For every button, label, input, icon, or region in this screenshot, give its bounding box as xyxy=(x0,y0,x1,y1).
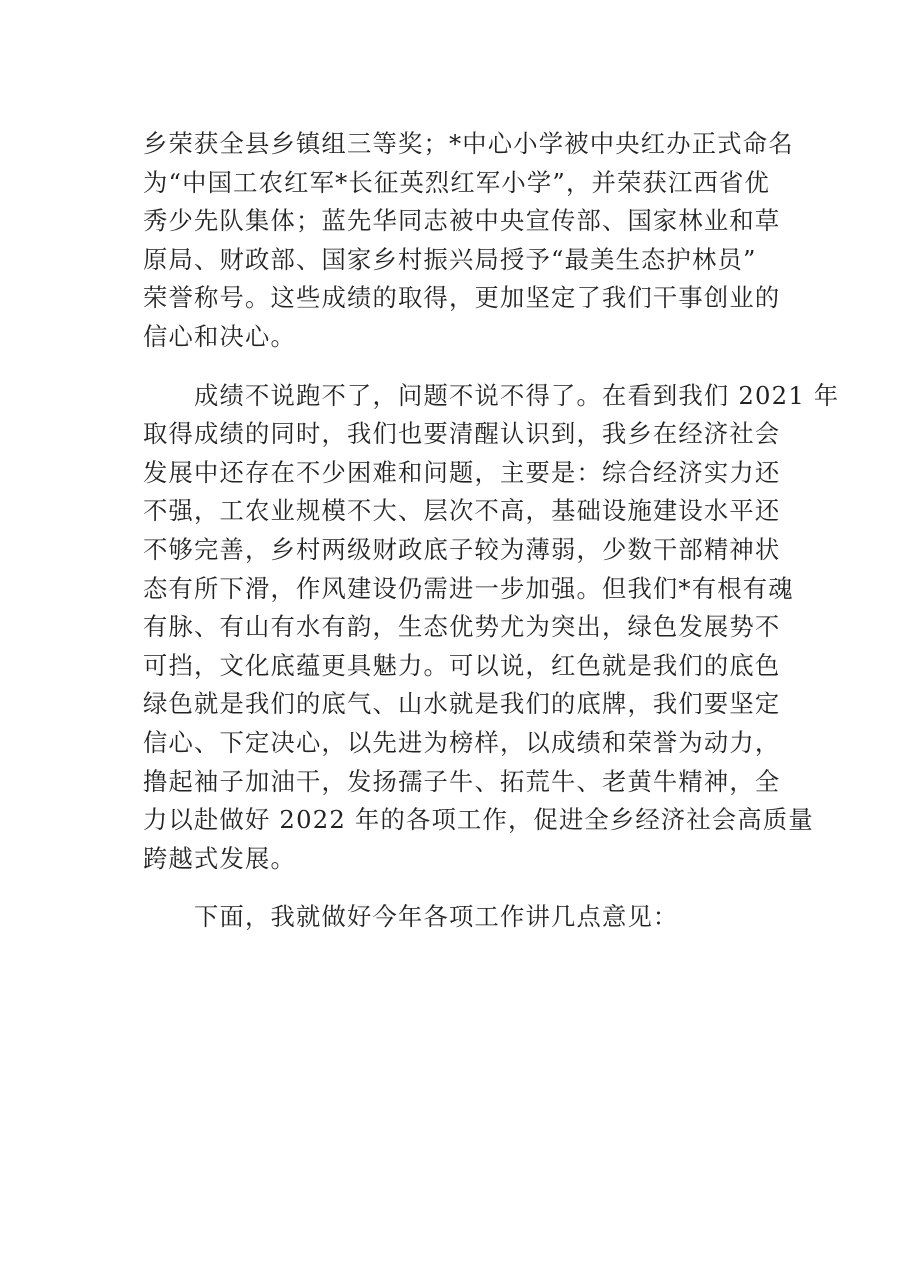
text-line: 不强，工农业规模不大、层次不高，基础设施建设水平还 xyxy=(143,496,781,526)
text-line: 乡荣获全县乡镇组三等奖；*中心小学被中央红办正式命名 xyxy=(143,129,794,158)
text-line: 原局、财政部、国家乡村振兴局授予“最美生态护林员” xyxy=(143,244,757,274)
text-line: 有脉、有山有水有韵，生态优势尤为突出，绿色发展势不 xyxy=(143,612,781,642)
text-line: 信心、下定决心，以先进为榜样，以成绩和荣誉为动力， xyxy=(143,727,781,757)
paragraph-opinions-intro xyxy=(143,898,779,937)
text-line: 为“中国工农红军*长征英烈红军小学”，并荣获江西省优 xyxy=(143,167,771,197)
text-line: 秀少先队集体；蓝先华同志被中央宣传部、国家林业和草 xyxy=(143,206,781,236)
text-line: 力以赴做好 2022 年的各项工作，促进全乡经济社会高质量 xyxy=(143,805,814,835)
text-line: 荣誉称号。这些成绩的取得，更加坚定了我们干事创业的 xyxy=(143,283,781,313)
text-line: 下面，我就做好今年各项工作讲几点意见： xyxy=(143,902,679,932)
text-line: 信心和决心。 xyxy=(143,321,296,351)
text-line: 态有所下滑，作风建设仍需进一步加强。但我们*有根有魂 xyxy=(143,573,794,603)
paragraph-gap xyxy=(143,878,779,898)
text-line: 绿色就是我们的底气、山水就是我们的底牌，我们要坚定 xyxy=(143,689,781,719)
paragraph-problems xyxy=(143,377,840,879)
text-line: 取得成绩的同时，我们也要清醒认识到，我乡在经济社会 xyxy=(143,419,781,449)
text-line: 发展中还存在不少困难和问题，主要是：综合经济实力还 xyxy=(143,457,781,487)
paragraph-achievements xyxy=(143,125,794,357)
text-line: 撸起袖子加油干，发扬孺子牛、拓荒牛、老黄牛精神，全 xyxy=(143,766,781,796)
text-line: 成绩不说跑不了，问题不说不得了。在看到我们 2021 年 xyxy=(143,380,840,410)
document-body xyxy=(143,125,840,937)
text-line: 可挡，文化底蕴更具魅力。可以说，红色就是我们的底色 xyxy=(143,650,781,680)
paragraph-gap xyxy=(143,357,779,377)
text-line: 不够完善，乡村两级财政底子较为薄弱，少数干部精神状 xyxy=(143,534,781,564)
text-line: 跨越式发展。 xyxy=(143,843,296,873)
